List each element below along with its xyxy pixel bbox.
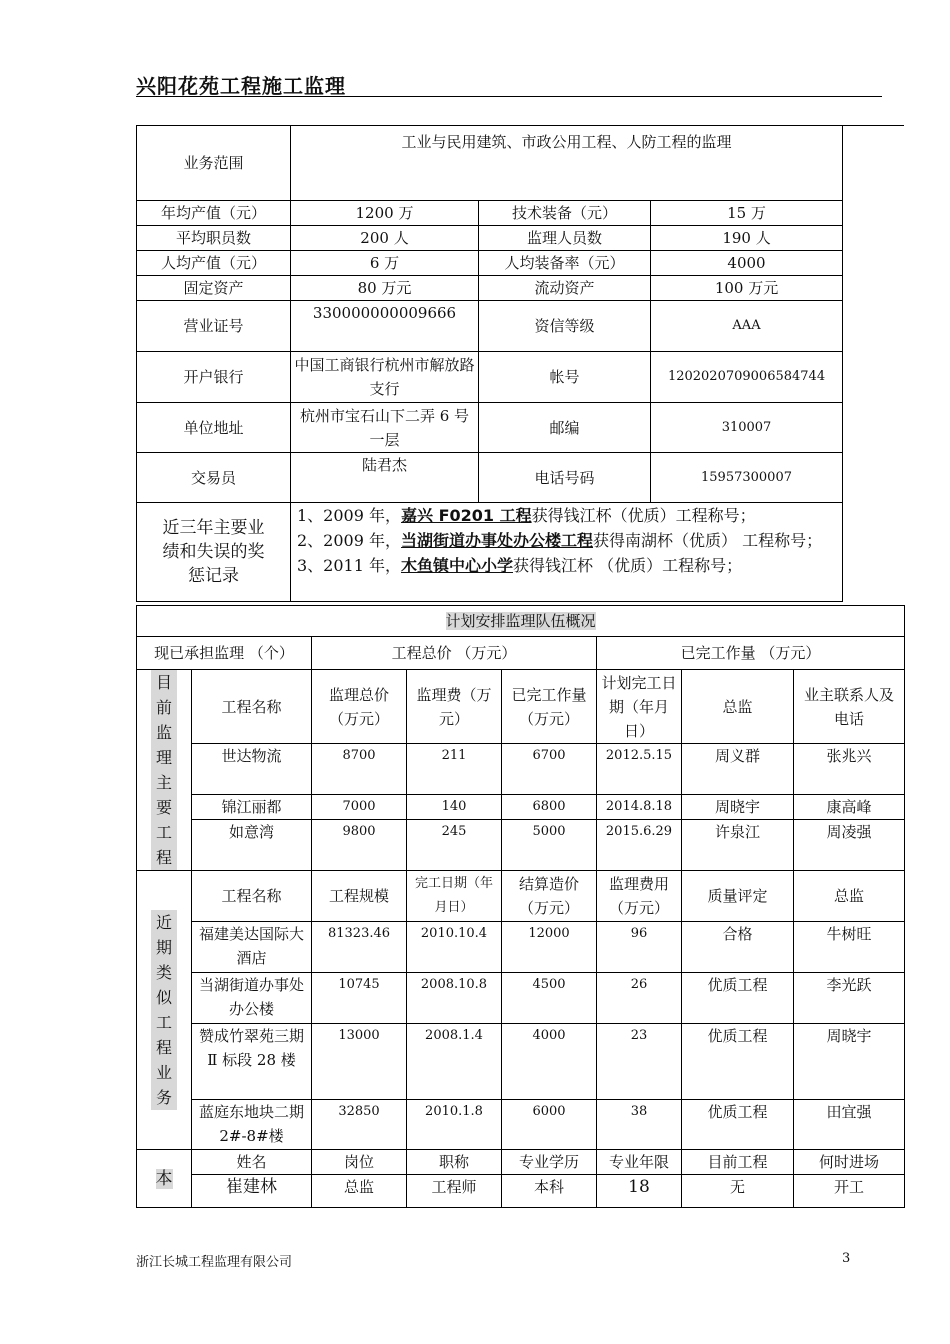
table-cell: 2010.1.8: [407, 1100, 502, 1150]
table-cell: 9800: [312, 820, 407, 871]
table-edge-line: [842, 125, 904, 126]
table-cell: 周晓宇: [794, 1024, 905, 1100]
table-cell: 赞成竹翠苑三期 Ⅱ 标段 28 楼: [192, 1024, 312, 1100]
phone-label: 电话号码: [479, 453, 651, 503]
table-cell: 12000: [502, 922, 597, 973]
table-cell: 优质工程: [682, 1024, 794, 1100]
table-cell: 周凌强: [794, 820, 905, 871]
summary-cell: 工程总价 （万元）: [312, 637, 597, 670]
table-cell: 合格: [682, 922, 794, 973]
table-cell: 81323.46: [312, 922, 407, 973]
zip-value: 310007: [651, 403, 843, 453]
table-cell: 13000: [312, 1024, 407, 1100]
scope-label: 业务范围: [137, 126, 291, 201]
col-header: 总监: [794, 871, 905, 922]
col-header: 何时进场: [794, 1150, 905, 1175]
col-header: 职称: [407, 1150, 502, 1175]
header-rule: [136, 96, 882, 97]
staff-label: 本: [137, 1150, 192, 1208]
table-cell: 8700: [312, 744, 407, 795]
info-cell: 平均职员数: [137, 226, 291, 251]
zip-label: 邮编: [479, 403, 651, 453]
table-cell: 福建美达国际大酒店: [192, 922, 312, 973]
table-cell: 张兆兴: [794, 744, 905, 795]
table-cell: 2014.8.18: [597, 795, 682, 820]
company-info-table: [136, 125, 843, 602]
credit-label: 资信等级: [479, 301, 651, 352]
info-cell: 固定资产: [137, 276, 291, 301]
info-cell: 流动资产: [479, 276, 651, 301]
col-header: 已完工作量（万元）: [502, 670, 597, 744]
achievements-label: 近三年主要业绩和失误的奖惩记录: [137, 503, 291, 602]
table-cell: 蓝庭东地块二期 2#-8#楼: [192, 1100, 312, 1150]
table-cell: 无: [682, 1175, 794, 1208]
table-cell: 245: [407, 820, 502, 871]
info-cell: 15 万: [651, 201, 843, 226]
table-cell: 211: [407, 744, 502, 795]
table-cell: 当湖街道办事处办公楼: [192, 973, 312, 1024]
info-cell: 监理人员数: [479, 226, 651, 251]
table-cell: 2015.6.29: [597, 820, 682, 871]
team-table: [136, 605, 905, 1208]
table-cell: 18: [597, 1175, 682, 1208]
info-cell: 1200 万: [291, 201, 479, 226]
info-cell: 4000: [651, 251, 843, 276]
table-cell: 2010.10.4: [407, 922, 502, 973]
recent-label: 近期类似工程业务: [137, 871, 192, 1150]
achievement-item: 1、2009 年，嘉兴 F0201 工程获得钱江杯（优质）工程称号；: [297, 506, 756, 525]
col-header: 监理费用（万元）: [597, 871, 682, 922]
col-header: 专业学历: [502, 1150, 597, 1175]
table-cell: 140: [407, 795, 502, 820]
table-cell: 崔建林: [192, 1175, 312, 1208]
col-header: 完工日期（年月日）: [407, 871, 502, 922]
table-cell: 康高峰: [794, 795, 905, 820]
table-cell: 23: [597, 1024, 682, 1100]
table-cell: 6800: [502, 795, 597, 820]
col-header: 总监: [682, 670, 794, 744]
table-cell: 李光跃: [794, 973, 905, 1024]
account-label: 帐号: [479, 352, 651, 403]
license-label: 营业证号: [137, 301, 291, 352]
col-header: 目前工程: [682, 1150, 794, 1175]
info-cell: 200 人: [291, 226, 479, 251]
info-cell: 人均产值（元）: [137, 251, 291, 276]
table-cell: 开工: [794, 1175, 905, 1208]
info-cell: 技术装备（元）: [479, 201, 651, 226]
table-cell: 如意湾: [192, 820, 312, 871]
achievement-item: 3、2011 年，木鱼镇中心小学获得钱江杯 （优质）工程称号；: [297, 556, 743, 575]
credit-value: AAA: [651, 301, 843, 352]
table-cell: 6700: [502, 744, 597, 795]
team-title: 计划安排监理队伍概况: [137, 606, 905, 637]
col-header: 计划完工日期（年月日）: [597, 670, 682, 744]
info-cell: 6 万: [291, 251, 479, 276]
info-cell: 100 万元: [651, 276, 843, 301]
current-label: 目前监理主要工程: [137, 670, 192, 871]
table-cell: 优质工程: [682, 973, 794, 1024]
info-cell: 年均产值（元）: [137, 201, 291, 226]
address-value: 杭州市宝石山下二弄 6 号一层: [291, 403, 479, 453]
table-cell: 工程师: [407, 1175, 502, 1208]
table-cell: 2008.1.4: [407, 1024, 502, 1100]
scope-value: 工业与民用建筑、市政公用工程、人防工程的监理: [291, 126, 843, 201]
trader-value: 陆君杰: [291, 453, 479, 503]
table-cell: 2008.10.8: [407, 973, 502, 1024]
summary-cell: 已完工作量 （万元）: [597, 637, 905, 670]
table-cell: 许泉江: [682, 820, 794, 871]
col-header: 业主联系人及电话: [794, 670, 905, 744]
table-cell: 田宜强: [794, 1100, 905, 1150]
info-cell: 80 万元: [291, 276, 479, 301]
page-title: 兴阳花苑工程施工监理: [136, 74, 346, 98]
table-cell: 本科: [502, 1175, 597, 1208]
trader-label: 交易员: [137, 453, 291, 503]
footer-company: 浙江长城工程监理有限公司: [136, 1255, 293, 1270]
table-cell: 6000: [502, 1100, 597, 1150]
table-cell: 96: [597, 922, 682, 973]
info-cell: 190 人: [651, 226, 843, 251]
phone-value: 15957300007: [651, 453, 843, 503]
summary-cell: 现已承担监理 （个）: [137, 637, 312, 670]
col-header: 姓名: [192, 1150, 312, 1175]
table-cell: 周晓宇: [682, 795, 794, 820]
table-cell: 32850: [312, 1100, 407, 1150]
info-cell: 人均装备率（元）: [479, 251, 651, 276]
col-header: 结算造价（万元）: [502, 871, 597, 922]
table-cell: 总监: [312, 1175, 407, 1208]
col-header: 专业年限: [597, 1150, 682, 1175]
col-header: 监理总价（万元）: [312, 670, 407, 744]
bank-label: 开户银行: [137, 352, 291, 403]
table-cell: 2012.5.15: [597, 744, 682, 795]
achievements-list: [291, 503, 843, 602]
table-cell: 锦江丽都: [192, 795, 312, 820]
table-cell: 周义群: [682, 744, 794, 795]
col-header: 质量评定: [682, 871, 794, 922]
table-cell: 4500: [502, 973, 597, 1024]
col-header: 工程规模: [312, 871, 407, 922]
table-cell: 7000: [312, 795, 407, 820]
table-cell: 世达物流: [192, 744, 312, 795]
col-header: 岗位: [312, 1150, 407, 1175]
table-cell: 优质工程: [682, 1100, 794, 1150]
table-cell: 38: [597, 1100, 682, 1150]
achievement-item: 2、2009 年，当湖街道办事处办公楼工程获得南湖杯（优质） 工程称号；: [297, 531, 823, 550]
table-cell: 牛树旺: [794, 922, 905, 973]
address-label: 单位地址: [137, 403, 291, 453]
table-cell: 4000: [502, 1024, 597, 1100]
col-header: 监理费（万元）: [407, 670, 502, 744]
license-value: 330000000009666: [291, 301, 479, 352]
bank-value: 中国工商银行杭州市解放路支行: [291, 352, 479, 403]
col-header: 工程名称: [192, 670, 312, 744]
account-value: 1202020709006584744: [651, 352, 843, 403]
table-cell: 5000: [502, 820, 597, 871]
table-cell: 10745: [312, 973, 407, 1024]
table-cell: 26: [597, 973, 682, 1024]
col-header: 工程名称: [192, 871, 312, 922]
page-number: 3: [842, 1251, 851, 1266]
